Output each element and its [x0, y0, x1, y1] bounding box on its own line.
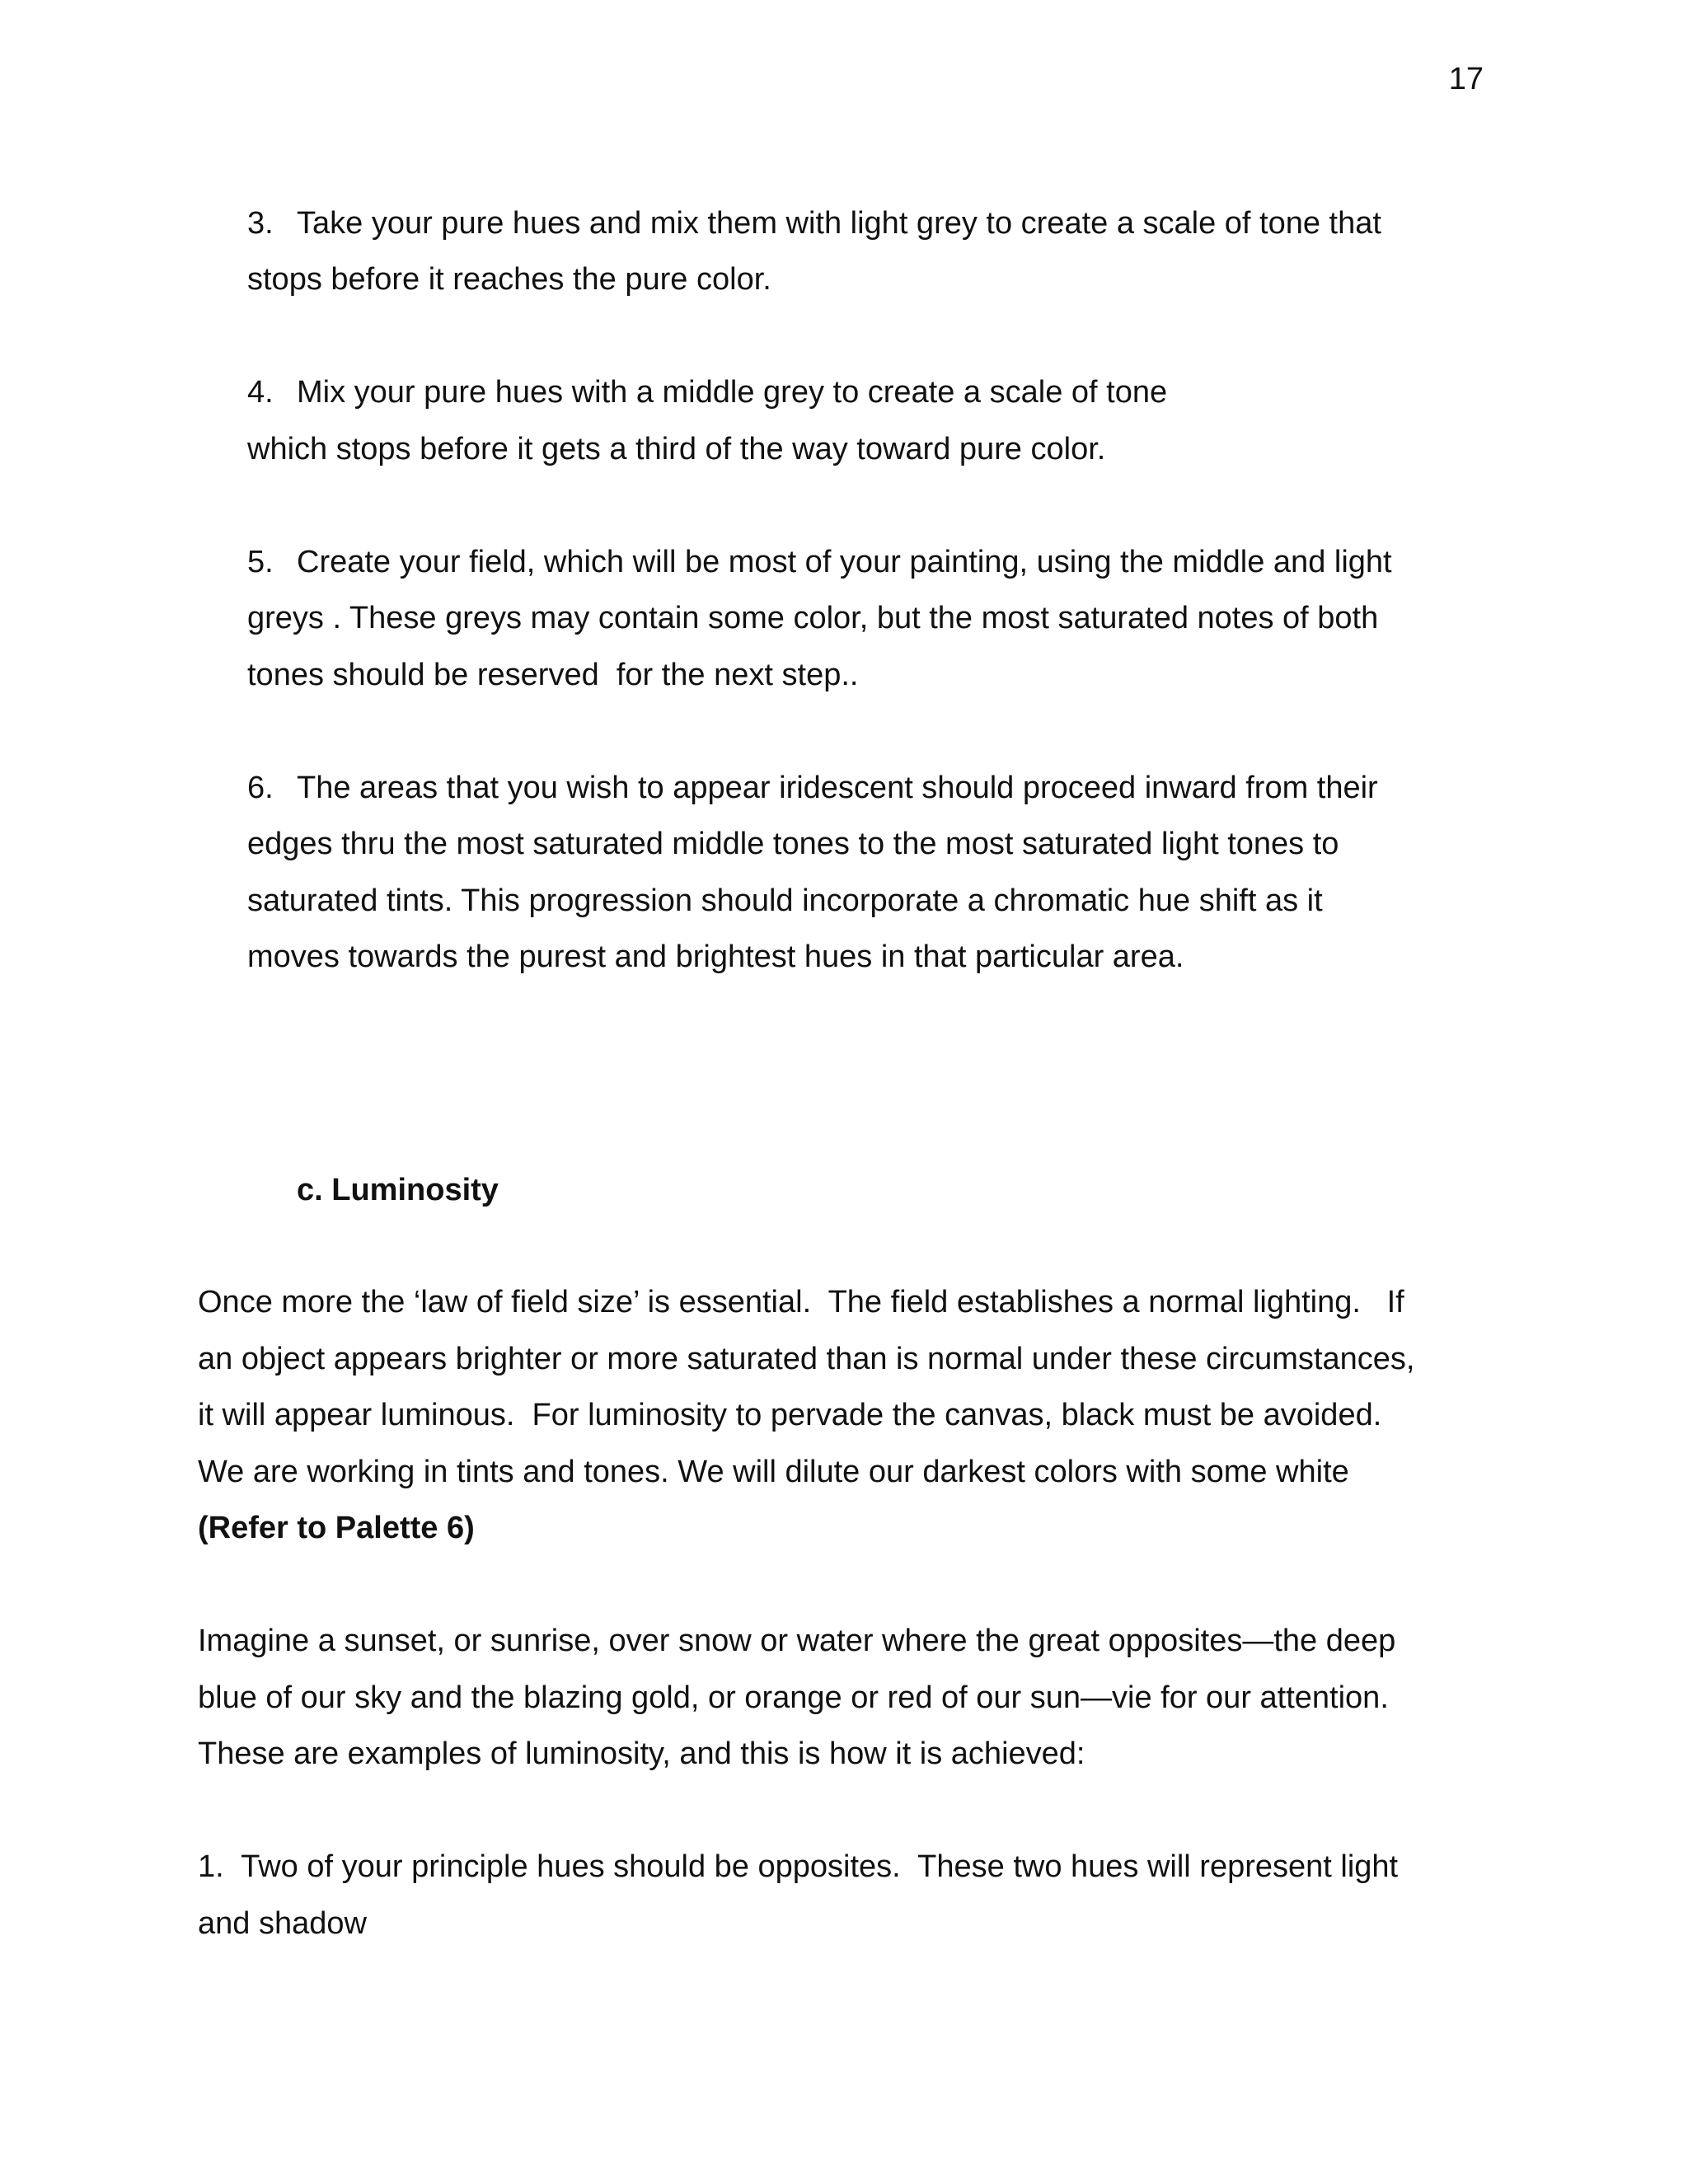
paragraph-1-line-3: it will appear luminous. For luminosity to pervade the canvas, black must be avoided. [198, 1398, 1382, 1432]
list-item-5-line-1 [247, 542, 1392, 582]
section-heading: c. Luminosity [297, 1173, 499, 1207]
palette-reference: (Refer to Palette 6) [198, 1511, 475, 1545]
list-item-5-number: 5. [247, 545, 274, 579]
paragraph-1-line-1: Once more the ‘law of field size’ is essential. The field establishes a normal lighting. If [198, 1285, 1404, 1319]
list-item-3-line-2: stops before it reaches the pure color. [247, 262, 771, 297]
paragraph-1-line-2: an object appears brighter or more saturated than is normal under these circumstances, [198, 1342, 1415, 1376]
paragraph-1-line-4: We are working in tints and tones. We will dilute our darkest colors with some white [198, 1455, 1349, 1489]
list-item-6-line-4: moves towards the purest and brightest hues in that particular area. [247, 940, 1184, 974]
list-item-6-line-2: edges thru the most saturated middle tones to the most saturated light tones to [247, 827, 1339, 861]
page-number: 17 [1448, 62, 1484, 96]
list-item-4-line-2: which stops before it gets a third of the way toward pure color. [247, 432, 1106, 466]
list-item-6-text-1: The areas that you wish to appear iridescent should proceed inward from their [297, 771, 1378, 805]
list-item-6-number: 6. [247, 771, 274, 805]
list-item-4-line-1 [247, 373, 1167, 412]
list-item-4-number: 4. [247, 375, 274, 410]
paragraph-2-line-1: Imagine a sunset, or sunrise, over snow or water where the great opposites—the deep [198, 1624, 1396, 1658]
list-item-5-text-1: Create your field, which will be most of your painting, using the middle and light [297, 545, 1392, 579]
list-item-4-text-1: Mix your pure hues with a middle grey to create a scale of tone [297, 375, 1168, 410]
paragraph-2-line-2: blue of our sky and the blazing gold, or orange or red of our sun—vie for our attention. [198, 1680, 1389, 1715]
list-item-3-line-1 [247, 204, 1381, 243]
list-item-1-line-2: and shadow [198, 1906, 367, 1941]
list-item-6-line-1 [247, 768, 1378, 808]
list-item-5-line-2: greys . These greys may contain some color, but the most saturated notes of both [247, 601, 1379, 635]
paragraph-2-line-3: These are examples of luminosity, and this is how it is achieved: [198, 1736, 1085, 1771]
list-item-5-line-3: tones should be reserved for the next step.. [247, 658, 859, 692]
list-item-3-text-1: Take your pure hues and mix them with light grey to create a scale of tone that [297, 206, 1381, 241]
list-item-6-line-3: saturated tints. This progression should incorporate a chromatic hue shift as it [247, 883, 1323, 918]
list-item-3-number: 3. [247, 206, 274, 241]
list-item-1-line-1: 1. Two of your principle hues should be opposites. These two hues will represent light [198, 1849, 1399, 1884]
